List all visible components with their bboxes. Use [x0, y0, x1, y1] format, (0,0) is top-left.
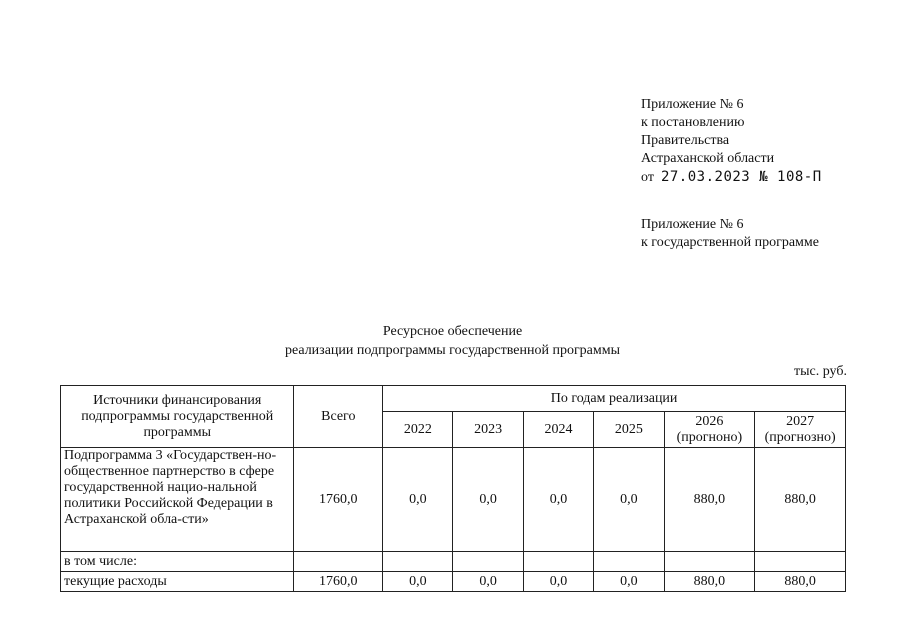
decree-annex-block: [641, 96, 822, 187]
row-value-2024: 0,0: [523, 572, 593, 592]
program-annex-line-2: к государственной программе: [641, 235, 819, 250]
header-total: Всего: [294, 386, 383, 448]
row-total: [294, 552, 383, 572]
row-value-2023: 0,0: [453, 572, 523, 592]
row-value-2025: [594, 552, 664, 572]
row-label: в том числе:: [61, 552, 294, 572]
decree-date-line: [641, 168, 822, 187]
resource-table: [60, 385, 846, 592]
header-year-2025: 2025: [594, 412, 664, 448]
row-total: 1760,0: [294, 572, 383, 592]
table-row: [61, 552, 846, 572]
header-year-2027: 2027 (прогнозно): [755, 412, 846, 448]
row-label: Подпрограмма 3 «Государствен-но-общественное партнерство в сфере государственной нацио-нальной политики Российской Федерации в Астраханской обла-сти»: [61, 448, 294, 552]
row-label: текущие расходы: [61, 572, 294, 592]
header-year-2024: 2024: [523, 412, 593, 448]
document-title: [0, 322, 905, 360]
header-by-years: По годам реализации: [383, 386, 846, 412]
row-value-2026: 880,0: [664, 448, 755, 552]
unit-label: тыс. руб.: [794, 364, 847, 379]
row-value-2027: [755, 552, 846, 572]
decree-annex-line-2: к постановлению: [641, 115, 745, 130]
row-value-2022: 0,0: [383, 572, 453, 592]
row-value-2025: 0,0: [594, 572, 664, 592]
table-row: [61, 448, 846, 552]
header-year-2022: 2022: [383, 412, 453, 448]
decree-date-number: 27.03.2023 № 108-П: [660, 169, 822, 185]
row-value-2022: 0,0: [383, 448, 453, 552]
program-annex-block: [641, 216, 819, 252]
title-line-1: Ресурсное обеспечение: [382, 324, 523, 339]
decree-annex-line-4: Астраханской области: [641, 151, 775, 166]
row-value-2023: 0,0: [453, 448, 523, 552]
row-value-2024: [523, 552, 593, 572]
row-value-2026: [664, 552, 755, 572]
row-value-2023: [453, 552, 523, 572]
header-year-2026: 2026 (прогноно): [664, 412, 755, 448]
row-value-2026: 880,0: [664, 572, 755, 592]
row-value-2022: [383, 552, 453, 572]
row-value-2025: 0,0: [594, 448, 664, 552]
header-row-1: [61, 386, 846, 412]
row-value-2027: 880,0: [755, 572, 846, 592]
row-value-2024: 0,0: [523, 448, 593, 552]
decree-annex-line-1: Приложение № 6: [641, 97, 744, 112]
table-row: [61, 572, 846, 592]
program-annex-line-1: Приложение № 6: [641, 217, 744, 232]
decree-annex-line-3: Правительства: [641, 133, 730, 148]
header-source: Источники финансирования подпрограммы государственной программы: [61, 386, 294, 448]
decree-date-prefix: от: [641, 170, 654, 185]
header-year-2023: 2023: [453, 412, 523, 448]
title-line-2: реализации подпрограммы государственной программы: [284, 343, 621, 358]
row-total: 1760,0: [294, 448, 383, 552]
row-value-2027: 880,0: [755, 448, 846, 552]
